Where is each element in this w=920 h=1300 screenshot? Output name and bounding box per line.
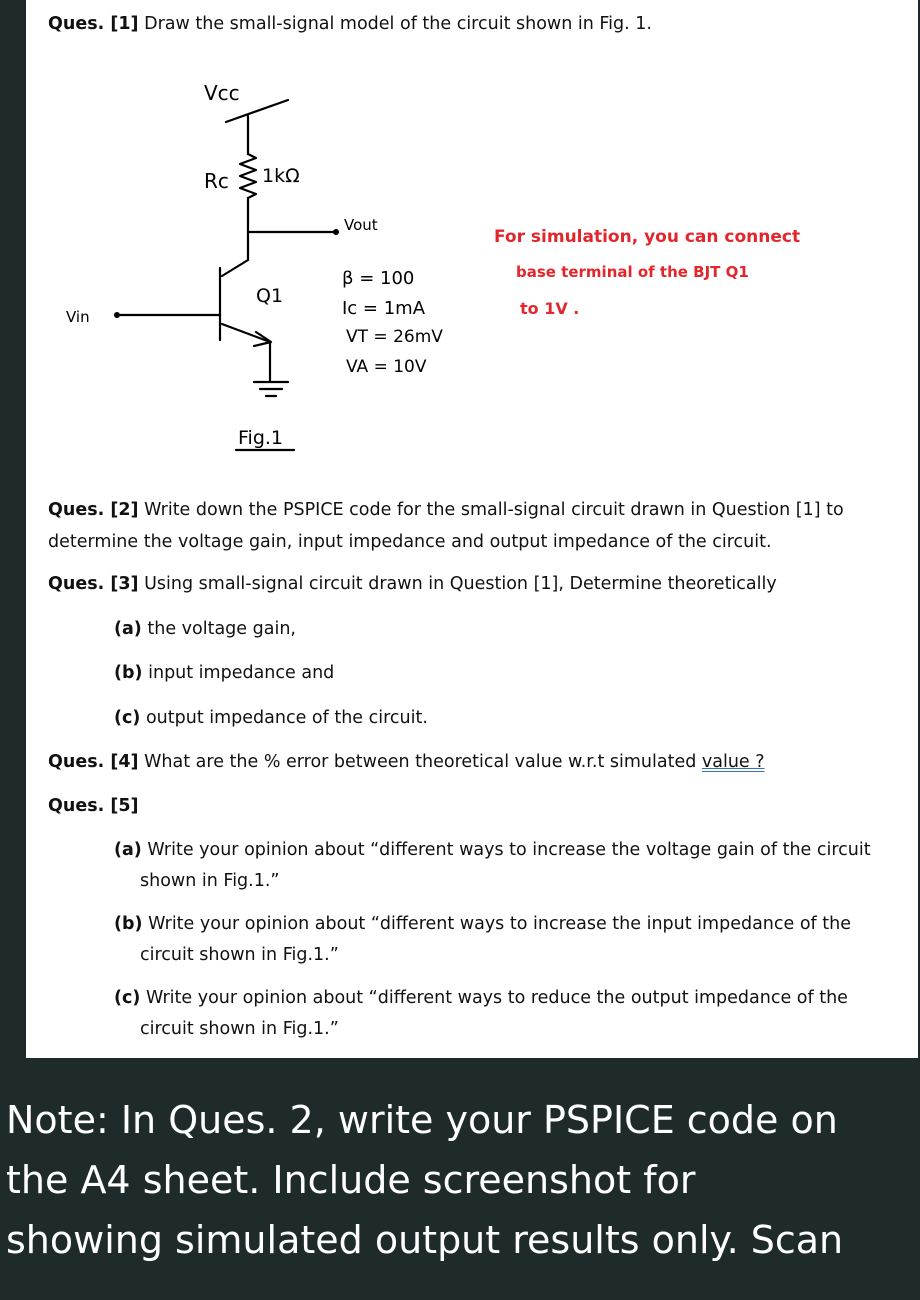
question-3c <box>114 703 896 734</box>
question-5c-line1: Write your opinion about “different ways to reduce the output impedance of the <box>145 988 848 1008</box>
rc-label: Rc <box>204 169 229 193</box>
question-5-label: Ques. [5] <box>48 796 139 816</box>
param-va: VA = 10V <box>346 357 427 377</box>
question-3a-text: the voltage gain, <box>147 619 296 639</box>
question-1-text: Draw the small-signal model of the circuit shown in Fig. 1. <box>144 14 652 34</box>
param-vt: VT = 26mV <box>346 327 443 347</box>
question-3b-label: (b) <box>114 663 143 683</box>
question-5c-line2: circuit shown in Fig.1.” <box>140 1019 339 1039</box>
question-2-label: Ques. [2] <box>48 500 139 520</box>
question-5a-line1: Write your opinion about “different ways to increase the voltage gain of the circuit <box>147 840 871 860</box>
question-5 <box>48 790 898 822</box>
question-3b <box>114 658 896 689</box>
param-beta: β = 100 <box>342 268 415 289</box>
question-5b-line1: Write your opinion about “different ways to increase the input impedance of the <box>148 914 851 934</box>
vin-label: Vin <box>66 308 90 326</box>
vout-label: Vout <box>344 216 378 234</box>
question-3a <box>114 614 896 645</box>
ground-symbol <box>254 382 288 396</box>
question-5b-label: (b) <box>114 914 143 934</box>
question-3b-text: input impedance and <box>148 663 335 683</box>
question-5a <box>114 835 896 897</box>
sim-note-line2: base terminal of the BJT Q1 <box>516 263 749 281</box>
question-3 <box>48 568 898 600</box>
question-5b-line2: circuit shown in Fig.1.” <box>140 945 339 965</box>
question-5c-label: (c) <box>114 988 141 1008</box>
question-3-text: Using small-signal circuit drawn in Question [1], Determine theoretically <box>144 574 777 594</box>
question-4-label: Ques. [4] <box>48 752 139 772</box>
resistor-rc <box>240 154 256 198</box>
question-2-line1: Write down the PSPICE code for the small-signal circuit drawn in Question [1] to <box>144 500 844 520</box>
note-line3: showing simulated output results only. Scan <box>6 1218 844 1262</box>
sim-note-line3: to 1V . <box>520 299 580 318</box>
question-1 <box>48 8 898 40</box>
transistor-label: Q1 <box>256 285 284 307</box>
transistor-emitter <box>222 324 270 342</box>
note-line2: the A4 sheet. Include screenshot for <box>6 1158 696 1202</box>
note-line1: Note: In Ques. 2, write your PSPICE code on <box>6 1098 838 1142</box>
question-1-label: Ques. [1] <box>48 14 139 34</box>
bottom-note <box>6 1090 916 1270</box>
vcc-label: Vcc <box>204 81 240 105</box>
question-5a-line2: shown in Fig.1.” <box>140 871 280 891</box>
circuit-figure <box>26 70 918 470</box>
fig-label: Fig.1 <box>238 427 284 449</box>
param-ic: Ic = 1mA <box>342 298 426 319</box>
rc-value: 1kΩ <box>262 165 300 187</box>
question-3c-label: (c) <box>114 708 141 728</box>
assignment-sheet <box>26 0 918 1058</box>
question-3c-text: output impedance of the circuit. <box>145 708 428 728</box>
question-2-line2: determine the voltage gain, input impedance and output impedance of the circuit. <box>48 532 772 552</box>
question-4-underlined: value ? <box>701 752 765 772</box>
sim-note-line1: For simulation, you can connect <box>494 227 801 247</box>
question-3a-label: (a) <box>114 619 142 639</box>
question-2 <box>48 494 898 558</box>
question-5a-label: (a) <box>114 840 142 860</box>
question-5c <box>114 983 896 1045</box>
question-3-label: Ques. [3] <box>48 574 139 594</box>
question-5b <box>114 909 896 971</box>
wire-collector-bar <box>222 260 248 276</box>
question-4-text: What are the % error between theoretical value w.r.t simulated <box>144 752 702 772</box>
question-4 <box>48 746 898 778</box>
